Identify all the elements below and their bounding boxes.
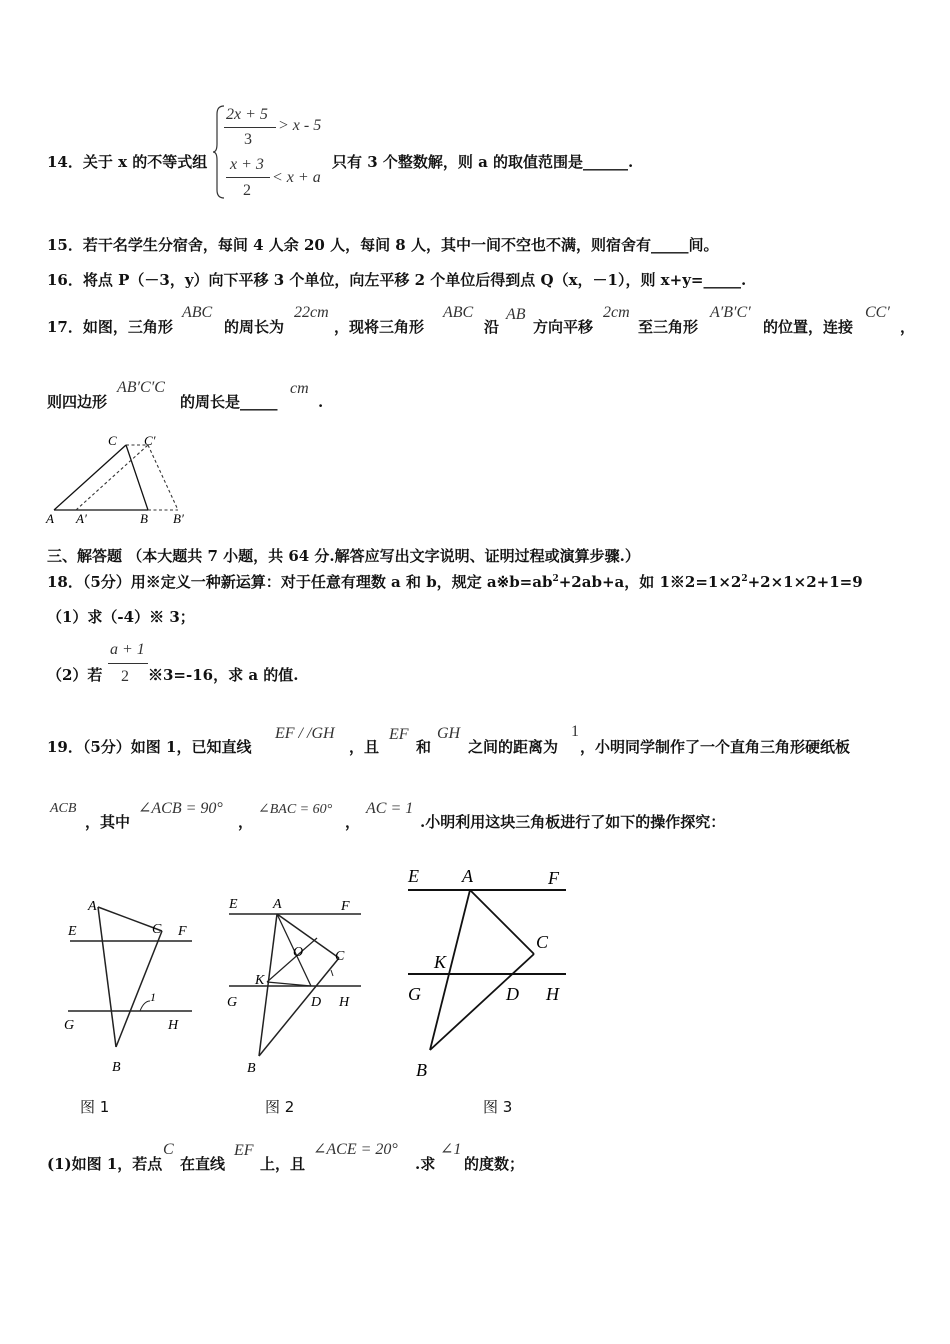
q17-text-7: 的位置，连接 — [763, 318, 854, 336]
fig2-label-a: A — [273, 897, 282, 912]
q17-text-1: 17．如图，三角形 — [47, 318, 173, 336]
fig3-label-h: H — [546, 984, 559, 1004]
fig2-label-e: E — [229, 897, 238, 912]
fig1-label-b: B — [112, 1060, 121, 1075]
q16-text: 16．将点 P（－3，y）向下平移 3 个单位，向左平移 2 个单位后得到点 Q（x，－1），则 x+y=_____. — [47, 271, 747, 289]
q19-text-6: ，其中 — [85, 813, 131, 831]
q19-figure-3 — [400, 858, 580, 1088]
q17-math-2cm: 2cm — [603, 304, 630, 321]
fig3-label-d: D — [506, 984, 519, 1004]
q14-ineq2-rhs: < x + a — [272, 169, 321, 186]
q19-text-2: ，且 — [349, 738, 380, 756]
q14-ineq1-numerator: 2x + 5 — [226, 106, 268, 123]
q17-text-4: 沿 — [484, 318, 500, 336]
fig2-label-g: G — [227, 995, 238, 1010]
q17-text-6: 至三角形 — [638, 318, 699, 336]
fig17-label-a: A — [46, 511, 54, 526]
fig2-label-o: O — [293, 945, 304, 960]
q19-part1-text-4: .求 — [415, 1155, 436, 1173]
q19-math-ef: EF — [389, 726, 409, 743]
fig3-label-b: B — [416, 1060, 427, 1080]
fig2-label-d: D — [311, 995, 322, 1010]
q17-math-ab: AB — [506, 306, 526, 323]
fig1-label-a: A — [88, 899, 97, 914]
q19-math-acb: ACB — [50, 801, 77, 816]
q19-text-4: 之间的距离为 — [468, 738, 559, 756]
q19-math-angle-acb: ∠ACB = 90° — [138, 800, 223, 817]
fig3-label-g: G — [408, 984, 421, 1004]
q17-math-22cm: 22cm — [294, 304, 329, 321]
q19-part1-math-ef: EF — [234, 1142, 254, 1159]
q18-stem-c: +2×1×2+1=9 — [747, 573, 863, 591]
fig1-label-g: G — [64, 1018, 75, 1033]
q19-math-angle-bac: ∠BAC = 60° — [258, 802, 333, 817]
q17-text-3: ，现将三角形 — [334, 318, 425, 336]
q17-text-10: 的周长是_____ — [180, 393, 278, 411]
q17-text-9: 则四边形 — [47, 393, 108, 411]
q18-part2-numerator: a + 1 — [110, 641, 145, 658]
fig1-label-e: E — [68, 924, 77, 939]
q19-part1-math-c: C — [163, 1141, 174, 1158]
q14-prefix: 14．关于 x 的不等式组 — [47, 153, 208, 171]
q18-part2-bar — [108, 663, 148, 664]
fig1-label-f: F — [178, 924, 187, 939]
q14-ineq1-denominator: 3 — [244, 131, 252, 148]
q18-stem-a: 18．（5分）用※定义一种新运算：对于任意有理数 a 和 b，规定 a※b=ab — [47, 573, 553, 591]
section3-title: 三、解答题 （本大题共 7 小题，共 64 分.解答应写出文字说明、证明过程或演算步骤.） — [47, 547, 640, 565]
q17-math-abc-prime: A′B′C′ — [710, 304, 751, 321]
fig17-label-c-prime: C′ — [144, 433, 156, 448]
q14-ineq2-denominator: 2 — [243, 182, 251, 199]
fig2-label-f: F — [341, 899, 350, 914]
q19-part1-text-2: 在直线 — [180, 1155, 226, 1173]
fig3-label-a: A — [462, 866, 473, 886]
q19-text-8: ， — [345, 813, 361, 831]
q19-text-9: .小明利用这块三角板进行了如下的操作探究： — [420, 813, 726, 831]
q18-part2-denominator: 2 — [121, 668, 129, 685]
q19-text-5: ，小明同学制作了一个直角三角形硬纸板 — [580, 738, 851, 756]
figure-1-caption: 图 1 — [80, 1098, 110, 1116]
q19-text-1: 19．（5分）如图 1，已知直线 — [47, 738, 252, 756]
q15-text: 15．若干名学生分宿舍，每间 4 人余 20 人，每间 8 人，其中一间不空也不满，则宿舍有_____间。 — [47, 236, 719, 254]
fig2-label-c: C — [335, 949, 345, 964]
q14-ineq2-bar — [226, 177, 270, 178]
fig3-label-f: F — [548, 868, 559, 888]
q19-part1-text-1: (1)如图 1，若点 — [47, 1155, 163, 1173]
q18-stem-sup2: 2 — [741, 574, 748, 584]
q17-text-2: 的周长为 — [224, 318, 285, 336]
fig17-label-a-prime: A′ — [76, 511, 87, 526]
fig3-label-c: C — [536, 932, 549, 952]
fig17-label-c: C — [108, 433, 117, 448]
q14-suffix: 只有 3 个整数解，则 a 的取值范围是______. — [332, 153, 634, 171]
q17-text-5: 方向平移 — [533, 318, 594, 336]
q19-math-gh: GH — [437, 725, 461, 742]
fig2-label-k: K — [255, 973, 265, 988]
q17-figure — [44, 430, 194, 530]
fig1-label-c: C — [152, 922, 162, 937]
q18-stem-b: +2ab+a，如 1※2=1×2 — [558, 573, 742, 591]
fig3-label-k: K — [434, 952, 447, 972]
q17-math-abc-2: ABC — [443, 304, 474, 321]
fig17-label-b: B — [140, 511, 148, 526]
q19-text-3: 和 — [416, 738, 432, 756]
q19-part1-text-5: 的度数； — [464, 1155, 525, 1173]
q14-ineq2-numerator: x + 3 — [230, 156, 264, 173]
q17-math-abcc: AB′C′C — [117, 379, 165, 396]
q14-ineq1-rhs: > x - 5 — [278, 117, 322, 134]
q17-math-abc: ABC — [182, 304, 213, 321]
fig2-label-h: H — [339, 995, 350, 1010]
fig1-label-1: 1 — [150, 990, 156, 1004]
q19-figure-1 — [60, 895, 200, 1085]
brace-icon — [212, 104, 226, 200]
q14-ineq1-bar — [224, 127, 276, 128]
q17-text-11: . — [318, 393, 324, 411]
fig3-label-e: E — [408, 866, 419, 886]
q17-math-cm: cm — [290, 380, 309, 397]
fig2-label-b: B — [247, 1061, 256, 1076]
figure-3-caption: 图 3 — [483, 1098, 513, 1116]
q17-math-cc: CC′ — [865, 304, 890, 321]
q19-part1-math-angle1: ∠1 — [440, 1141, 462, 1158]
q19-text-7: ， — [238, 813, 254, 831]
q17-text-8: ， — [900, 318, 916, 336]
q18-part2-suffix: ※3=-16，求 a 的值. — [148, 666, 299, 684]
figure-2-caption: 图 2 — [265, 1098, 295, 1116]
q19-part1-text-3: 上，且 — [260, 1155, 306, 1173]
q18-part2-prefix: （2）若 — [47, 666, 103, 684]
q19-part1-math-angle: ∠ACE = 20° — [313, 1141, 398, 1158]
q19-math-efgh: EF / /GH — [275, 725, 335, 742]
q19-math-1: 1 — [571, 723, 579, 740]
q18-part1: （1）求（-4）※ 3； — [47, 608, 195, 626]
fig17-label-b-prime: B′ — [173, 511, 184, 526]
q19-math-ac: AC = 1 — [366, 800, 414, 817]
q19-figure-2 — [225, 890, 365, 1080]
q18-stem — [47, 575, 863, 590]
q18-stem-sup: 2 — [552, 574, 559, 584]
fig1-label-h: H — [168, 1018, 179, 1033]
